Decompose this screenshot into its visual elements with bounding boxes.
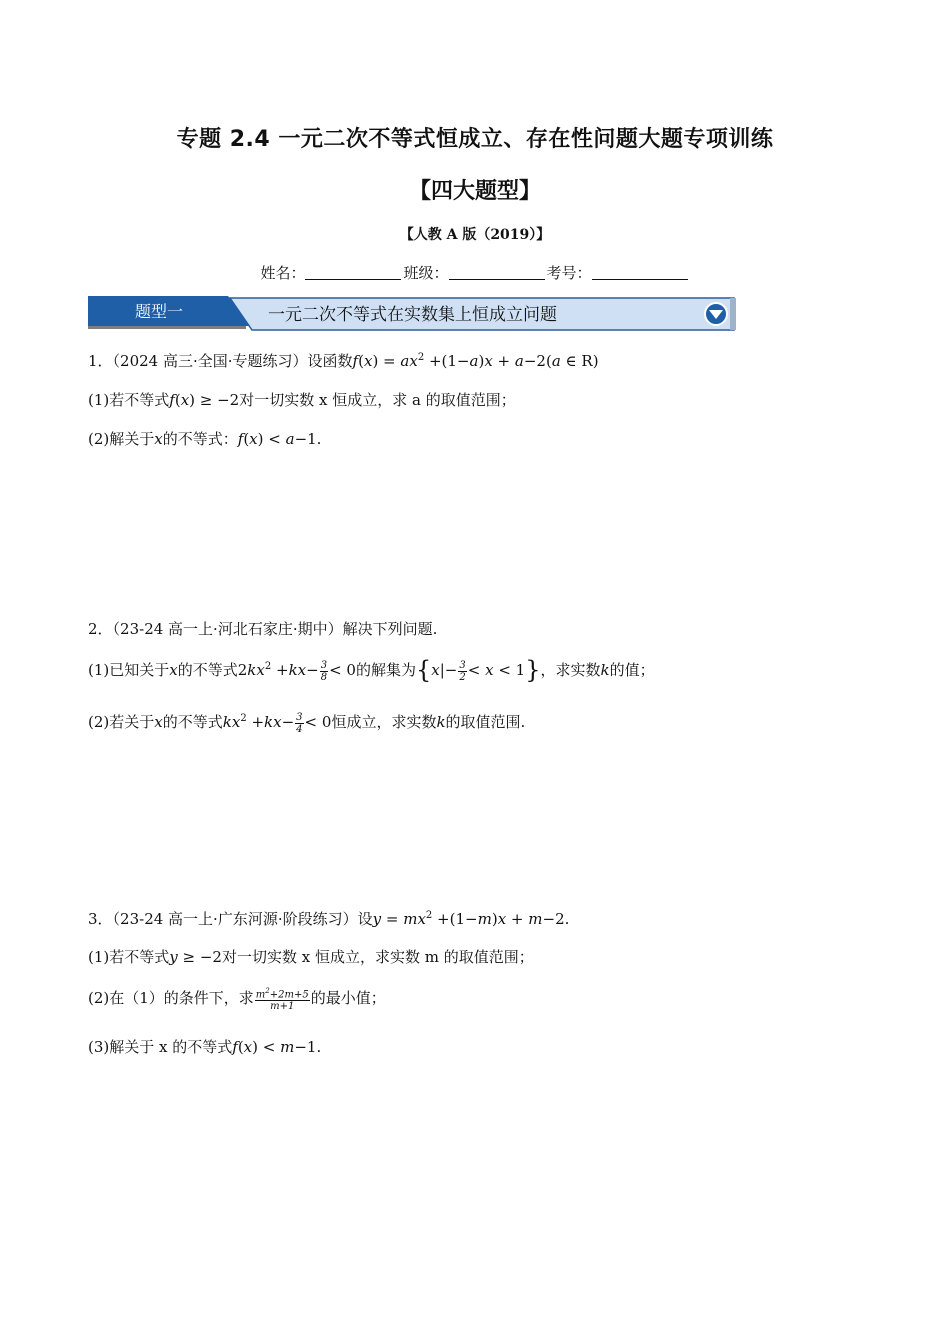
- exam-no-blank: [592, 265, 688, 280]
- problem-3-part-2: (2)在（1）的条件下，求 $\frac{m^2+2m+5}{m+1}$ 的最小值；: [88, 987, 386, 1013]
- problem-1-stem: 1．（2024 高三·全国·专题练习）设函数$f(x) = ax^2 +(1-a)x + a-2(a$ ∈ R): [88, 352, 599, 370]
- document-title: 专题 2.4 一元二次不等式恒成立、存在性问题大题专项训练: [176, 127, 774, 152]
- problem-1-part-2: (2)解关于x的不等式：f(x) < a−1.: [88, 430, 322, 448]
- problem-source: （23-24 高一上·河北石家庄·期中）: [112, 620, 343, 638]
- problem-source: （23-24 高一上·广东河源·阶段练习）: [112, 910, 358, 928]
- problem-3-part-3: (3)解关于 x 的不等式f(x) < m−1.: [88, 1038, 322, 1056]
- problem-source: （2024 高三·全国·专题练习）: [112, 352, 308, 370]
- problem-2-part-2: (2)若关于x的不等式$kx^2 +kx-$ $\frac{3}{4}$ < 0恒成立，求实数k的取值范围.: [88, 711, 526, 735]
- chevron-down-icon[interactable]: [705, 303, 727, 325]
- problem-2-stem: 2．（23-24 高一上·河北石家庄·期中）解决下列问题.: [88, 620, 438, 638]
- document-subtitle: 【四大题型】: [408, 179, 541, 204]
- student-info-line: [0, 262, 950, 283]
- problem-3-part-1: (1)若不等式y ≥ −2对一切实数 x 恒成立，求实数 m 的取值范围；: [88, 948, 534, 966]
- exam-no-label: 考号：: [546, 264, 592, 282]
- section-title: 一元二次不等式在实数集上恒成立问题: [268, 305, 557, 325]
- section-tag: 题型一: [135, 302, 184, 321]
- edition-label: 【人教 A 版（2019）】: [399, 227, 551, 243]
- problem-1-part-1: (1)若不等式f(x) ≥ −2对一切实数 x 恒成立，求 a 的取值范围；: [88, 391, 516, 409]
- name-blank: [305, 265, 401, 280]
- problem-3-stem: 3．（23-24 高一上·广东河源·阶段练习）设$y = mx^2 +(1-m)x + m-2$.: [88, 910, 570, 928]
- class-label: 班级：: [403, 264, 449, 282]
- class-blank: [449, 265, 545, 280]
- section-banner: [88, 296, 738, 332]
- name-label: 姓名：: [260, 264, 306, 282]
- problem-2-part-1: (1)已知关于x的不等式$2kx^2 +kx-$ $\frac{3}{8}$ < 0的解集为{x|− $\frac{3}{2}$ < x < 1}，求实数k的值；: [88, 656, 655, 684]
